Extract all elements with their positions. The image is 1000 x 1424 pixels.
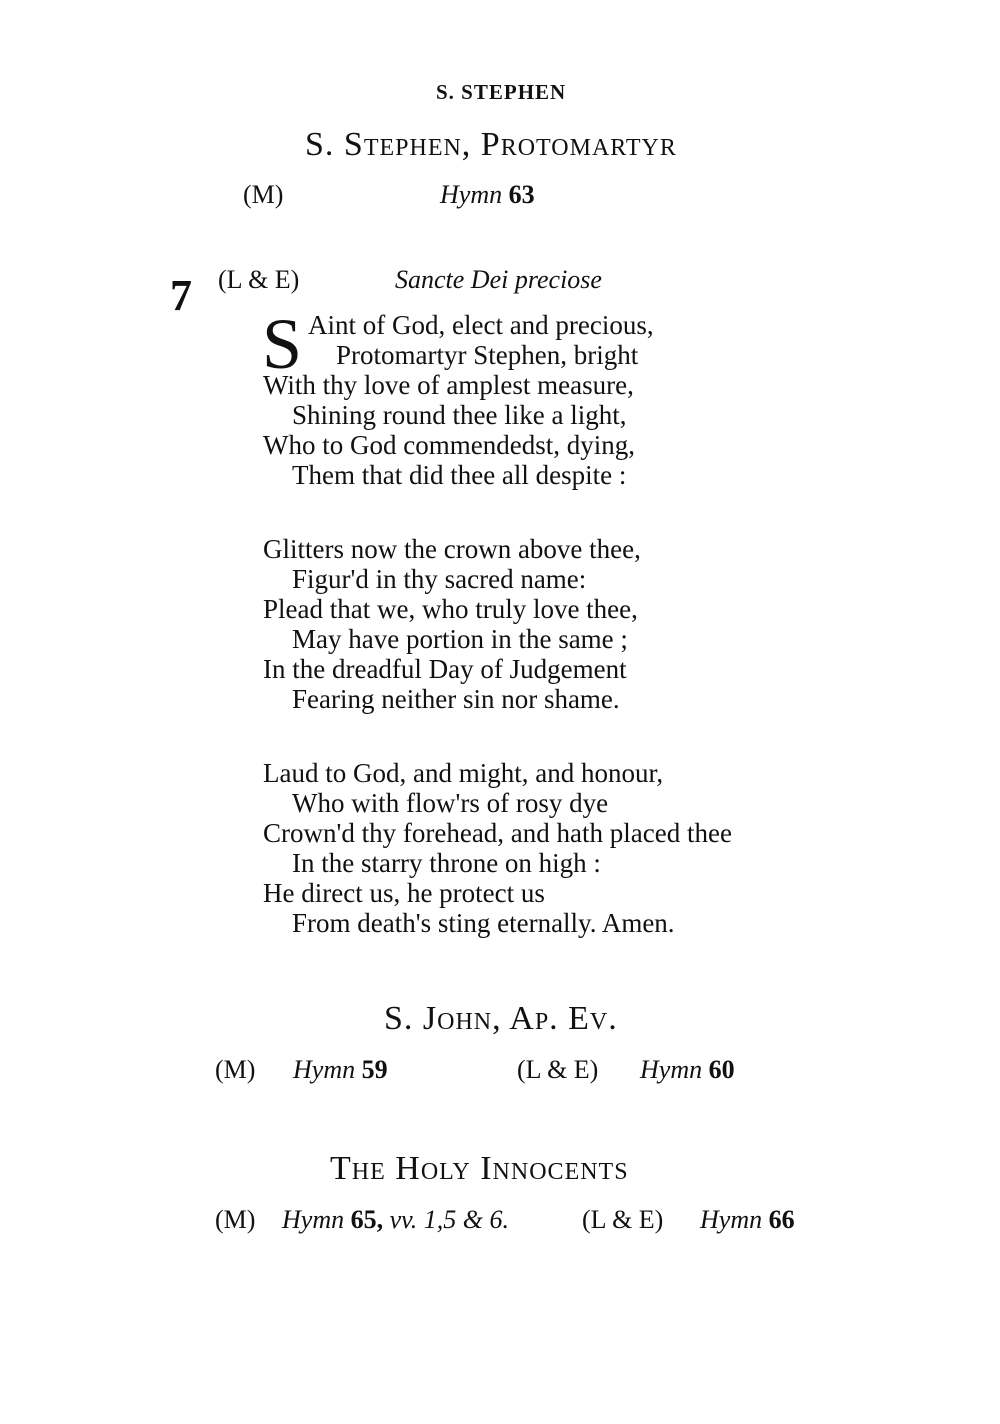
verse-line: Plead that we, who truly love thee,: [263, 594, 638, 624]
hymn-number: 65,: [350, 1205, 384, 1234]
hymn-word: Hymn: [700, 1205, 763, 1234]
verse-line: In the dreadful Day of Judgement: [263, 654, 627, 684]
le-label: (L & E): [517, 1055, 599, 1084]
verse-line: He direct us, he protect us: [263, 878, 545, 908]
running-head: S. STEPHEN: [436, 80, 567, 104]
hymn-number: 63: [508, 180, 535, 209]
verse-line: Fearing neither sin nor shame.: [292, 684, 620, 714]
drop-cap: S: [262, 304, 303, 384]
m-hymn-ref: [282, 1205, 509, 1235]
verses-ref: vv. 1,5 & 6.: [389, 1205, 509, 1234]
verse-line: Figur'd in thy sacred name:: [292, 564, 587, 594]
m-label: (M): [243, 180, 284, 209]
le-hymn-ref: [700, 1205, 795, 1235]
hymn-number-7: 7: [170, 271, 192, 320]
verse-line: From death's sting eternally. Amen.: [292, 908, 675, 938]
verse-line: May have portion in the same ;: [292, 624, 628, 654]
hymn-number: 59: [361, 1055, 388, 1084]
m-hymn-ref: [440, 180, 535, 210]
hymn-word: Hymn: [440, 180, 503, 209]
verse-line: Laud to God, and might, and honour,: [263, 758, 664, 788]
hymn-tag-le: (L & E): [218, 265, 300, 294]
m-label: (M): [215, 1055, 256, 1084]
verse-line: Them that did thee all despite :: [292, 460, 627, 490]
hymn-word: Hymn: [282, 1205, 345, 1234]
verse-line: Aint of God, elect and precious,: [308, 310, 654, 340]
hymn-number: 60: [708, 1055, 735, 1084]
verse-line: With thy love of amplest measure,: [263, 370, 634, 400]
m-label: (M): [215, 1205, 256, 1234]
hymn-number: 66: [768, 1205, 795, 1234]
le-hymn-ref: [640, 1055, 735, 1085]
hymn-word: Hymn: [293, 1055, 356, 1084]
le-label: (L & E): [582, 1205, 664, 1234]
verse-line: Who to God commendedst, dying,: [263, 430, 635, 460]
m-hymn-ref: [293, 1055, 388, 1085]
hymn-word: Hymn: [640, 1055, 703, 1084]
verse-line: Protomartyr Stephen, bright: [336, 340, 639, 370]
section-title-holy-innocents: The Holy Innocents: [330, 1150, 629, 1187]
verse-line: In the starry throne on high :: [292, 848, 601, 878]
hymn-incipit: Sancte Dei preciose: [395, 265, 602, 294]
verse-line: Who with flow'rs of rosy dye: [292, 788, 609, 818]
verse-line: Glitters now the crown above thee,: [263, 534, 641, 564]
section-title-st-john: S. John, Ap. Ev.: [384, 1000, 618, 1037]
verse-line: Shining round thee like a light,: [292, 400, 627, 430]
verse-line: Crown'd thy forehead, and hath placed thee: [263, 818, 732, 848]
section-title-st-stephen: S. Stephen, Protomartyr: [305, 126, 677, 163]
